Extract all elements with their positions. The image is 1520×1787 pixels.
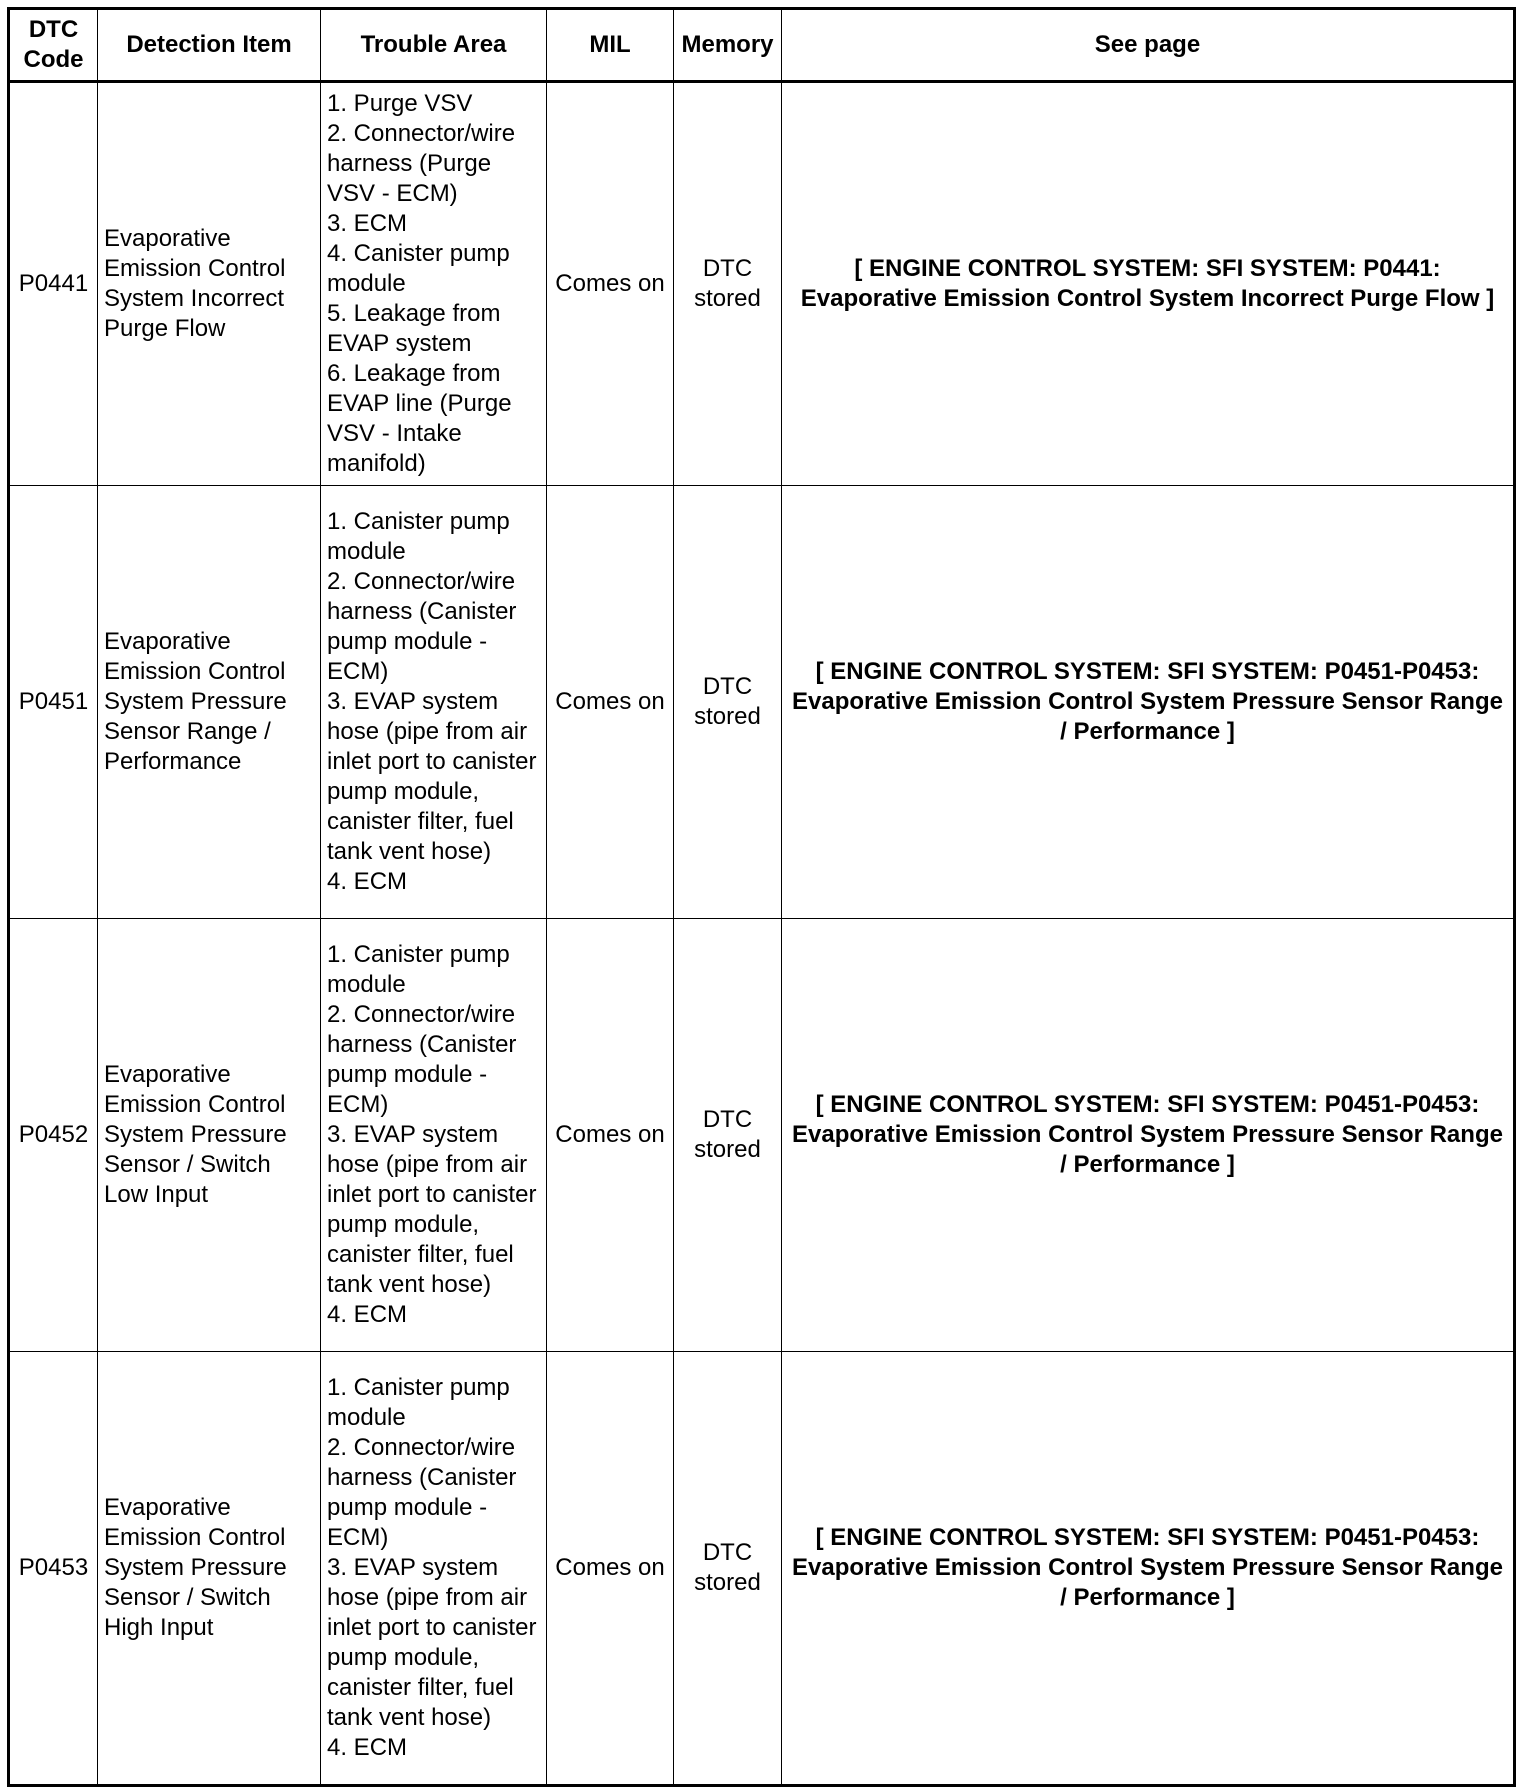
trouble-area-line: 3. EVAP system hose (pipe from air inlet port to canister pump module, canister filter, fuel tank vent hose) xyxy=(327,688,537,865)
trouble-area-line: 4. ECM xyxy=(327,1734,408,1761)
trouble-area-line: 2. Connector/wire harness (Canister pump module - ECM) xyxy=(327,568,517,685)
trouble-area-line: 4. ECM xyxy=(327,868,408,895)
detection-item-cell: Evaporative Emission Control System Pressure Sensor / Switch Low Input xyxy=(98,919,321,1352)
dtc-code-cell: P0451 xyxy=(9,486,98,919)
memory-cell: DTC stored xyxy=(674,919,782,1352)
trouble-area-line: 5. Leakage from EVAP system xyxy=(327,300,501,357)
table-row xyxy=(9,82,1515,486)
memory-cell: DTC stored xyxy=(674,486,782,919)
dtc-code-cell: P0453 xyxy=(9,1352,98,1786)
trouble-area-line: 3. ECM xyxy=(327,210,408,237)
mil-cell: Comes on xyxy=(547,1352,674,1786)
header-detection-item: Detection Item xyxy=(98,9,321,82)
header-mil: MIL xyxy=(547,9,674,82)
trouble-area-line: 1. Canister pump module xyxy=(327,941,510,998)
header-memory: Memory xyxy=(674,9,782,82)
dtc-code-cell: P0452 xyxy=(9,919,98,1352)
trouble-area-line: 3. EVAP system hose (pipe from air inlet port to canister pump module, canister filter, fuel tank vent hose) xyxy=(327,1554,537,1731)
trouble-area-cell xyxy=(321,1352,547,1786)
see-page-link[interactable]: [ ENGINE CONTROL SYSTEM: SFI SYSTEM: P0451-P0453: Evaporative Emission Control System Pressure Sensor Range / Performance ] xyxy=(782,919,1515,1352)
mil-cell: Comes on xyxy=(547,82,674,486)
trouble-area-cell xyxy=(321,919,547,1352)
header-dtc-code: DTC Code xyxy=(9,9,98,82)
header-trouble-area: Trouble Area xyxy=(321,9,547,82)
detection-item-cell: Evaporative Emission Control System Pressure Sensor Range / Performance xyxy=(98,486,321,919)
see-page-link[interactable]: [ ENGINE CONTROL SYSTEM: SFI SYSTEM: P0451-P0453: Evaporative Emission Control System Pressure Sensor Range / Performance ] xyxy=(782,1352,1515,1786)
trouble-area-line: 1. Canister pump module xyxy=(327,1374,510,1431)
dtc-code-cell: P0441 xyxy=(9,82,98,486)
trouble-area-line: 6. Leakage from EVAP line (Purge VSV - Intake manifold) xyxy=(327,360,512,477)
header-row xyxy=(9,9,1515,82)
header-see-page: See page xyxy=(782,9,1515,82)
memory-cell: DTC stored xyxy=(674,1352,782,1786)
memory-cell: DTC stored xyxy=(674,82,782,486)
table-row xyxy=(9,919,1515,1352)
trouble-area-line: 2. Connector/wire harness (Purge VSV - ECM) xyxy=(327,120,516,207)
trouble-area-cell xyxy=(321,486,547,919)
trouble-area-line: 1. Canister pump module xyxy=(327,508,510,565)
dtc-table xyxy=(7,7,1516,1787)
see-page-link[interactable]: [ ENGINE CONTROL SYSTEM: SFI SYSTEM: P0441: Evaporative Emission Control System Incorrect Purge Flow ] xyxy=(782,82,1515,486)
table-row xyxy=(9,486,1515,919)
see-page-link[interactable]: [ ENGINE CONTROL SYSTEM: SFI SYSTEM: P0451-P0453: Evaporative Emission Control System Pressure Sensor Range / Performance ] xyxy=(782,486,1515,919)
trouble-area-line: 1. Purge VSV xyxy=(327,90,473,117)
detection-item-cell: Evaporative Emission Control System Incorrect Purge Flow xyxy=(98,82,321,486)
detection-item-cell: Evaporative Emission Control System Pressure Sensor / Switch High Input xyxy=(98,1352,321,1786)
mil-cell: Comes on xyxy=(547,486,674,919)
trouble-area-line: 4. ECM xyxy=(327,1301,408,1328)
trouble-area-line: 3. EVAP system hose (pipe from air inlet port to canister pump module, canister filter, fuel tank vent hose) xyxy=(327,1121,537,1298)
mil-cell: Comes on xyxy=(547,919,674,1352)
trouble-area-cell xyxy=(321,82,547,486)
trouble-area-line: 2. Connector/wire harness (Canister pump module - ECM) xyxy=(327,1434,517,1551)
trouble-area-line: 2. Connector/wire harness (Canister pump module - ECM) xyxy=(327,1001,517,1118)
table-row xyxy=(9,1352,1515,1786)
trouble-area-line: 4. Canister pump module xyxy=(327,240,510,297)
